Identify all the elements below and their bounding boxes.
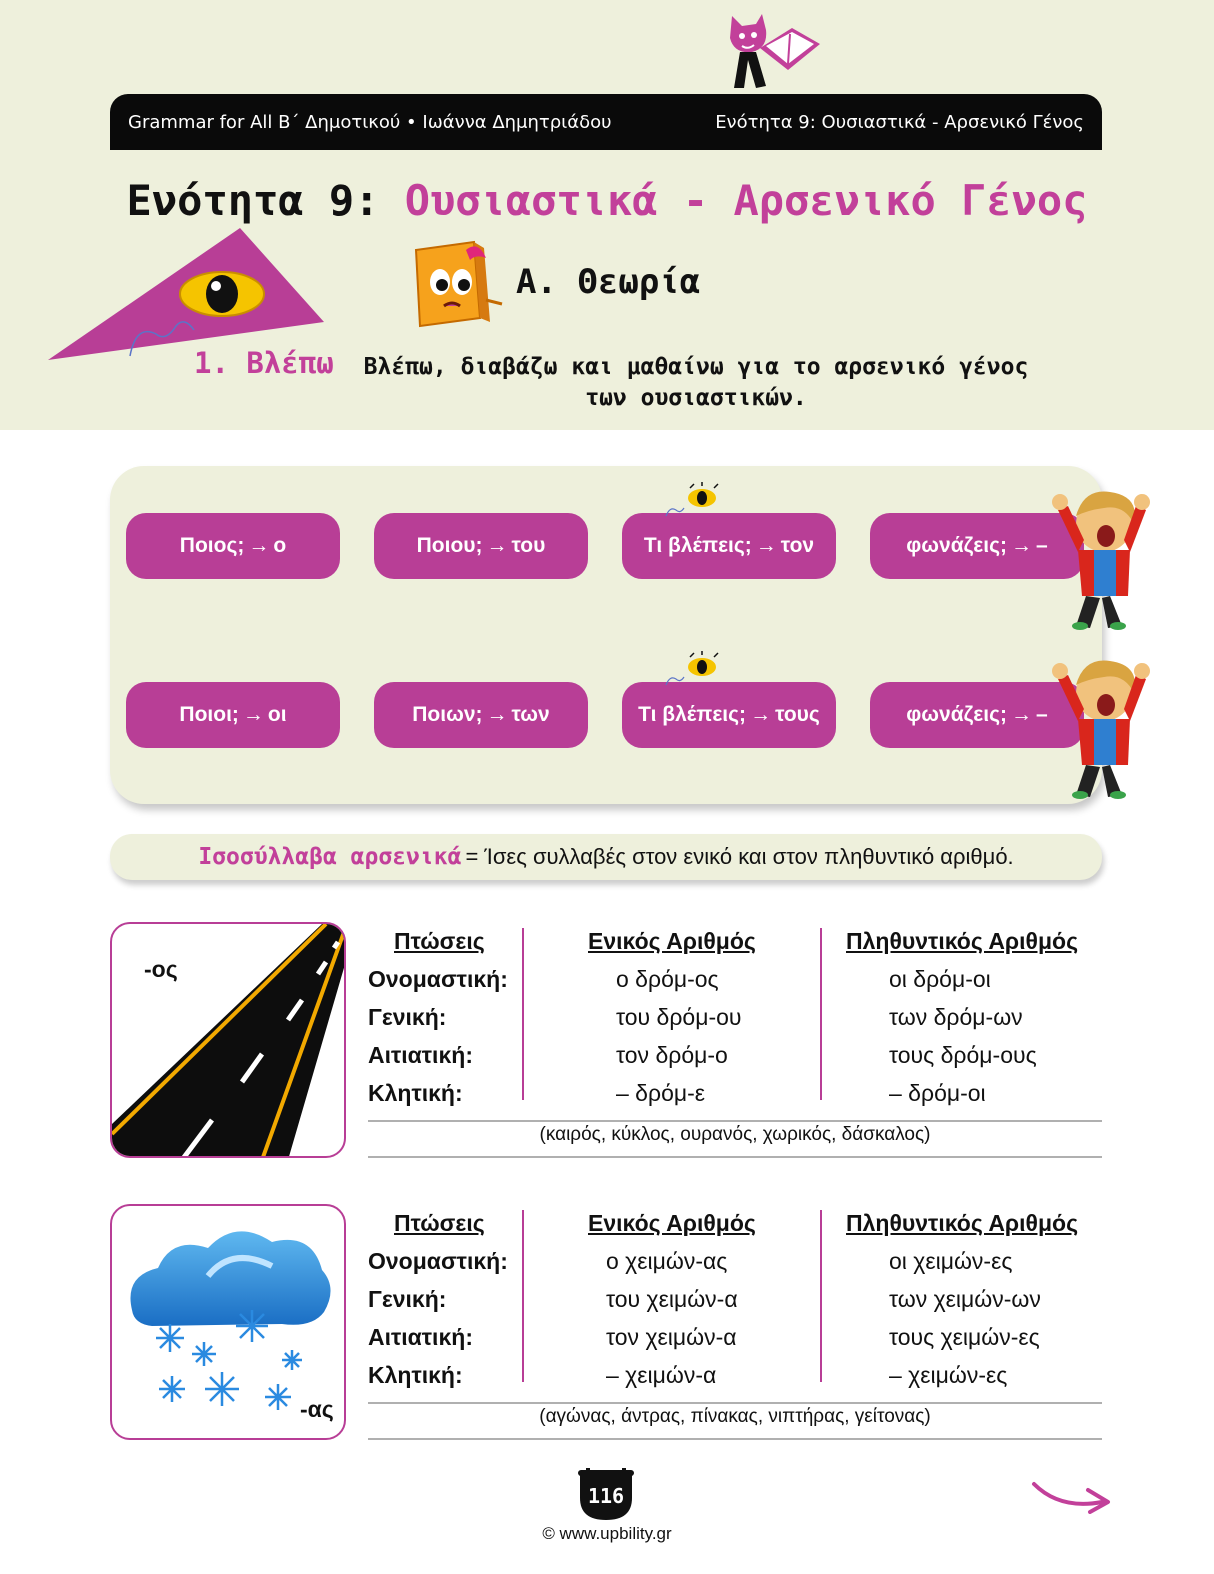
case-article: – bbox=[1036, 534, 1048, 557]
exercise-text: Βλέπω, διαβάζω και μαθαίνω για το αρσενικό γένος των ουσιαστικών. bbox=[363, 354, 1029, 411]
case-pill bbox=[374, 682, 588, 748]
column-divider bbox=[820, 928, 822, 1100]
case-article: τον bbox=[780, 534, 815, 557]
case-article: του bbox=[511, 534, 546, 557]
case-name: Ονομαστική: bbox=[368, 966, 508, 992]
arrow-icon: → bbox=[486, 703, 508, 726]
suffix-label: -ας bbox=[300, 1396, 334, 1422]
cases-column bbox=[368, 922, 508, 1112]
arrow-icon: → bbox=[750, 703, 772, 726]
singular-form: – χειμών-α bbox=[606, 1362, 717, 1388]
column-header: Ενικός Αριθμός bbox=[588, 928, 756, 954]
isosyllabic-text: = Ίσες συλλαβές στον ενικό και στον πληθυντικό αριθμό. bbox=[465, 844, 1014, 869]
divider-line bbox=[368, 1402, 1102, 1404]
cases-column bbox=[368, 1204, 508, 1394]
unit-name: Ουσιαστικά - Αρσενικό Γένος bbox=[404, 176, 1088, 225]
case-name: Ονομαστική: bbox=[368, 1248, 508, 1274]
case-pill bbox=[126, 513, 340, 579]
singular-form: ο χειμών-ας bbox=[606, 1248, 728, 1274]
isosyllabic-term: Ισοσύλλαβα αρσενικά bbox=[198, 844, 462, 870]
shouting-child-icon bbox=[1050, 649, 1150, 799]
case-question: Ποιος; bbox=[179, 534, 245, 557]
header-book-title: Grammar for All Β΄ Δημοτικού • Ιωάννα Δημητριάδου bbox=[128, 111, 612, 133]
case-question: Τι βλέπεις; bbox=[643, 534, 752, 557]
arrow-icon: → bbox=[1011, 703, 1033, 726]
plural-form: οι χειμών-ες bbox=[889, 1248, 1013, 1274]
eye-triangle-icon bbox=[44, 226, 328, 366]
book-character-icon bbox=[410, 240, 510, 330]
eye-icon bbox=[664, 482, 724, 518]
page-title bbox=[0, 176, 1214, 225]
case-question: Ποιου; bbox=[416, 534, 483, 557]
column-divider bbox=[820, 1210, 822, 1382]
singular-column bbox=[588, 1204, 756, 1394]
header-unit-title: Ενότητα 9: Ουσιαστικά - Αρσενικό Γένος bbox=[715, 111, 1084, 133]
case-name: Κλητική: bbox=[368, 1362, 463, 1388]
case-article: οι bbox=[267, 703, 287, 726]
plural-form: – δρόμ-οι bbox=[889, 1080, 986, 1106]
column-header: Πληθυντικός Αριθμός bbox=[846, 1210, 1079, 1236]
arrow-icon: → bbox=[755, 534, 777, 557]
arrow-icon: → bbox=[486, 534, 508, 557]
case-pill bbox=[126, 682, 340, 748]
column-header: Πτώσεις bbox=[394, 1210, 485, 1236]
case-name: Κλητική: bbox=[368, 1080, 463, 1106]
plural-column bbox=[846, 1204, 1078, 1394]
case-name: Αιτιατική: bbox=[368, 1324, 473, 1350]
shouting-child-icon bbox=[1050, 480, 1150, 630]
singular-form: ο δρόμ-ος bbox=[616, 966, 719, 992]
plural-form: τους χειμών-ες bbox=[889, 1324, 1040, 1350]
copyright: © www.upbility.gr bbox=[542, 1524, 672, 1543]
cloud-picture bbox=[110, 1204, 346, 1440]
divider-line bbox=[368, 1156, 1102, 1158]
case-article: τους bbox=[775, 703, 820, 726]
singular-form: τον δρόμ-ο bbox=[616, 1042, 728, 1068]
plural-form: – χειμών-ες bbox=[889, 1362, 1008, 1388]
road-picture bbox=[110, 922, 346, 1158]
case-article: ο bbox=[273, 534, 287, 557]
case-article: των bbox=[511, 703, 550, 726]
header-bar bbox=[110, 94, 1102, 150]
page-number: 116 bbox=[587, 1484, 625, 1508]
case-question: Ποιων; bbox=[412, 703, 483, 726]
isosyllabic-definition bbox=[110, 834, 1102, 880]
column-header: Πληθυντικός Αριθμός bbox=[846, 928, 1079, 954]
case-pill bbox=[374, 513, 588, 579]
arrow-icon: → bbox=[1011, 534, 1033, 557]
cat-reading-icon bbox=[712, 8, 830, 96]
case-question: Τι βλέπεις; bbox=[638, 703, 747, 726]
singular-form: του χειμών-α bbox=[606, 1286, 738, 1312]
case-article: – bbox=[1036, 703, 1048, 726]
next-arrow-icon[interactable] bbox=[1030, 1480, 1114, 1514]
singular-form: του δρόμ-ου bbox=[616, 1004, 742, 1030]
plural-form: των δρόμ-ων bbox=[889, 1004, 1023, 1030]
column-divider bbox=[522, 1210, 524, 1382]
example-words: (καιρός, κύκλος, ουρανός, χωρικός, δάσκαλος) bbox=[539, 1124, 931, 1145]
column-header: Πτώσεις bbox=[394, 928, 485, 954]
singular-form: τον χειμών-α bbox=[606, 1324, 737, 1350]
divider-line bbox=[368, 1438, 1102, 1440]
case-pill bbox=[622, 513, 836, 579]
column-divider bbox=[522, 928, 524, 1100]
plural-form: οι δρόμ-οι bbox=[889, 966, 991, 992]
case-question: φωνάζεις; bbox=[906, 534, 1008, 557]
section-title: Α. Θεωρία bbox=[516, 262, 701, 302]
suffix-label: -ος bbox=[144, 956, 178, 982]
singular-column bbox=[588, 922, 756, 1112]
singular-form: – δρόμ-ε bbox=[616, 1080, 706, 1106]
divider-line bbox=[368, 1120, 1102, 1122]
case-question: φωνάζεις; bbox=[906, 703, 1008, 726]
unit-number: Ενότητα 9: bbox=[126, 176, 380, 225]
case-question: Ποιοι; bbox=[179, 703, 239, 726]
declension-table bbox=[368, 922, 1102, 1158]
case-pill bbox=[622, 682, 836, 748]
plural-form: των χειμών-ων bbox=[889, 1286, 1041, 1312]
exercise-label: 1. Βλέπω bbox=[194, 346, 334, 380]
plural-column bbox=[846, 922, 1078, 1112]
arrow-icon: → bbox=[242, 703, 264, 726]
case-name: Γενική: bbox=[368, 1286, 447, 1312]
eye-icon bbox=[664, 651, 724, 687]
declension-table bbox=[368, 1204, 1102, 1440]
case-name: Αιτιατική: bbox=[368, 1042, 473, 1068]
example-words: (αγώνας, άντρας, πίνακας, νιπτήρας, γείτονας) bbox=[539, 1406, 931, 1427]
column-header: Ενικός Αριθμός bbox=[588, 1210, 756, 1236]
case-name: Γενική: bbox=[368, 1004, 447, 1030]
plural-form: τους δρόμ-ους bbox=[889, 1042, 1037, 1068]
arrow-icon: → bbox=[248, 534, 270, 557]
